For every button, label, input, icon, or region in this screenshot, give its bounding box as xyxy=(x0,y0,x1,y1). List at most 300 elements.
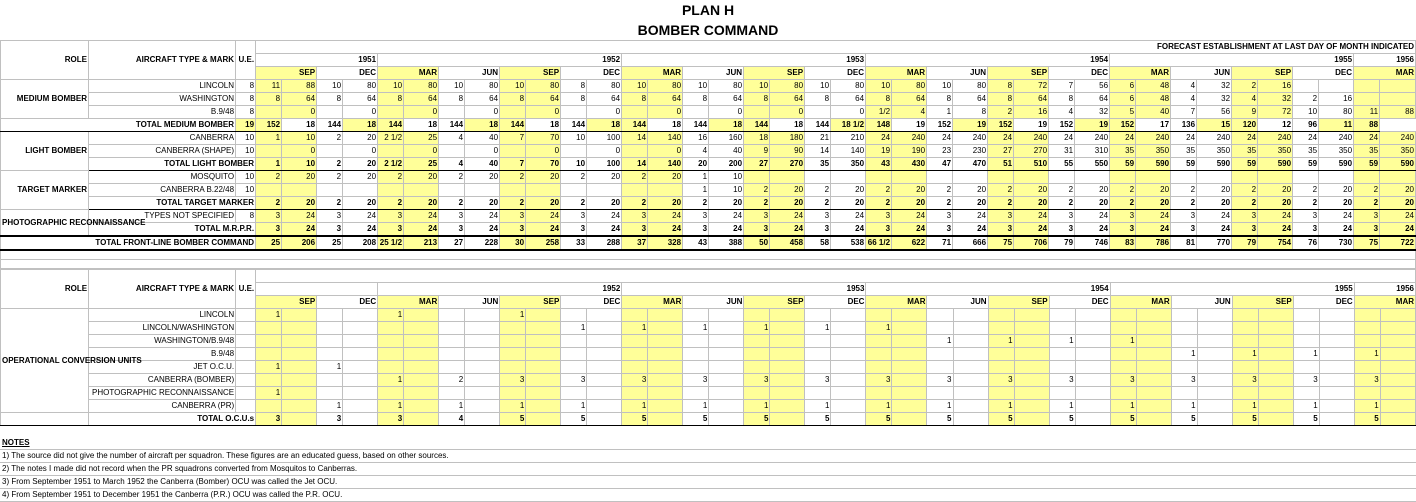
value-cell xyxy=(1293,387,1319,400)
value-cell: 10 xyxy=(282,158,317,171)
value-cell xyxy=(709,374,744,387)
value-cell xyxy=(1380,309,1415,322)
value-cell xyxy=(1319,413,1354,426)
value-cell: 0 xyxy=(465,145,500,158)
value-cell: 37 xyxy=(622,236,648,250)
value-cell xyxy=(1110,322,1136,335)
value-cell: 20 xyxy=(465,171,500,184)
value-cell xyxy=(1136,309,1171,322)
value-cell xyxy=(317,184,343,197)
value-cell: 144 xyxy=(561,119,587,132)
value-cell: 3 xyxy=(988,223,1014,237)
value-cell: 3 xyxy=(744,210,770,223)
value-cell: 144 xyxy=(500,119,526,132)
value-cell: 24 xyxy=(1197,210,1232,223)
value-cell xyxy=(404,335,439,348)
value-cell: 1 xyxy=(988,400,1014,413)
value-cell: 3 xyxy=(1049,374,1075,387)
value-cell: 9 xyxy=(1232,106,1258,119)
value-cell: 19 xyxy=(236,119,256,132)
value-cell: 770 xyxy=(1197,236,1232,250)
value-cell xyxy=(953,348,988,361)
value-cell: 1 xyxy=(683,400,709,413)
value-cell: 0 xyxy=(282,145,317,158)
value-cell: 35 xyxy=(1232,145,1258,158)
value-cell xyxy=(892,309,927,322)
value-cell: 64 xyxy=(953,93,988,106)
total-label: TOTAL LIGHT BOMBER xyxy=(89,158,256,171)
value-cell: 2 xyxy=(378,171,404,184)
value-cell xyxy=(1258,171,1293,184)
value-cell xyxy=(744,335,770,348)
value-cell: 5 xyxy=(1232,413,1258,426)
value-cell: 3 xyxy=(256,223,282,237)
value-cell xyxy=(1354,80,1380,93)
value-cell: 14 xyxy=(805,145,831,158)
month-header: JUN xyxy=(1171,67,1232,80)
value-cell: 1 xyxy=(927,335,953,348)
value-cell xyxy=(1014,348,1049,361)
value-cell: 80 xyxy=(648,80,683,93)
value-cell xyxy=(622,361,648,374)
value-cell: 25 xyxy=(404,132,439,145)
role-label: LIGHT BOMBER xyxy=(1,132,89,171)
value-cell xyxy=(927,309,953,322)
value-cell: 16 xyxy=(1258,80,1293,93)
month-header: MAR xyxy=(1110,296,1171,309)
value-cell xyxy=(1232,309,1258,322)
value-cell: 3 xyxy=(805,374,831,387)
value-cell: 2 xyxy=(1232,184,1258,197)
value-cell xyxy=(500,184,526,197)
value-cell: 5 xyxy=(988,413,1014,426)
value-cell xyxy=(587,400,622,413)
value-cell xyxy=(831,374,866,387)
value-cell xyxy=(1014,400,1049,413)
value-cell xyxy=(866,361,892,374)
value-cell: 64 xyxy=(404,93,439,106)
value-cell: 27 xyxy=(439,236,465,250)
value-cell: 3 xyxy=(683,223,709,237)
value-cell xyxy=(988,361,1014,374)
value-cell: 58 xyxy=(805,236,831,250)
value-cell: 1 xyxy=(805,400,831,413)
value-cell xyxy=(1171,361,1197,374)
ue-value xyxy=(236,374,256,387)
value-cell xyxy=(744,361,770,374)
value-cell: 3 xyxy=(500,374,526,387)
value-cell: 1 xyxy=(1110,335,1136,348)
value-cell xyxy=(1075,374,1110,387)
value-cell xyxy=(744,309,770,322)
value-cell xyxy=(892,335,927,348)
value-cell: 21 xyxy=(805,132,831,145)
value-cell: 2 xyxy=(744,184,770,197)
value-cell: 20 xyxy=(1258,197,1293,210)
value-cell: 3 xyxy=(500,223,526,237)
value-cell: 76 xyxy=(1293,236,1319,250)
value-cell: 64 xyxy=(587,93,622,106)
value-cell: 20 xyxy=(1136,197,1171,210)
value-cell: 190 xyxy=(892,145,927,158)
value-cell: 1 xyxy=(744,400,770,413)
value-cell: 35 xyxy=(1354,145,1380,158)
value-cell: 24 xyxy=(1197,223,1232,237)
value-cell: 18 xyxy=(709,119,744,132)
value-cell xyxy=(805,361,831,374)
value-cell xyxy=(1293,309,1319,322)
value-cell xyxy=(1197,400,1232,413)
value-cell: 64 xyxy=(282,93,317,106)
value-cell: 24 xyxy=(927,132,953,145)
value-cell: 3 xyxy=(683,210,709,223)
value-cell: 350 xyxy=(831,158,866,171)
value-cell: 80 xyxy=(953,80,988,93)
value-cell xyxy=(1014,374,1049,387)
value-cell: 3 xyxy=(1232,210,1258,223)
value-cell: 786 xyxy=(1136,236,1171,250)
ue-value: 8 xyxy=(236,106,256,119)
value-cell: 144 xyxy=(439,119,465,132)
value-cell: 25 1/2 xyxy=(378,236,404,250)
value-cell: 1 xyxy=(378,400,404,413)
value-cell xyxy=(648,387,683,400)
value-cell: 24 xyxy=(587,210,622,223)
value-cell: 72 xyxy=(1258,106,1293,119)
month-header: SEP xyxy=(500,67,561,80)
value-cell xyxy=(1049,387,1075,400)
value-cell: 80 xyxy=(343,80,378,93)
value-cell: 8 xyxy=(988,93,1014,106)
value-cell xyxy=(1136,361,1171,374)
value-cell: 3 xyxy=(1171,374,1197,387)
value-cell: 8 xyxy=(256,93,282,106)
value-cell xyxy=(1319,171,1354,184)
value-cell: 288 xyxy=(587,236,622,250)
value-cell: 20 xyxy=(831,184,866,197)
value-cell xyxy=(404,361,439,374)
value-cell: 8 xyxy=(622,93,648,106)
value-cell xyxy=(683,309,709,322)
role-label: OPERATIONAL CONVERSION UNITS xyxy=(1,309,89,413)
value-cell xyxy=(1075,309,1110,322)
value-cell: 1 xyxy=(1354,400,1380,413)
month-header: DEC xyxy=(317,296,378,309)
value-cell: 2 xyxy=(561,171,587,184)
value-cell xyxy=(1258,309,1293,322)
value-cell: 80 xyxy=(709,80,744,93)
month-header: MAR xyxy=(1110,67,1171,80)
value-cell: 88 xyxy=(1354,119,1380,132)
value-cell: 72 xyxy=(1014,80,1049,93)
value-cell: 2 xyxy=(1293,197,1319,210)
value-cell: 20 xyxy=(1197,184,1232,197)
aircraft-type: CANBERRA (BOMBER) xyxy=(89,374,236,387)
value-cell: 2 xyxy=(256,171,282,184)
value-cell xyxy=(1197,335,1232,348)
value-cell: 8 xyxy=(927,93,953,106)
aircraft-type: TYPES NOT SPECIFIED xyxy=(89,210,236,223)
value-cell xyxy=(709,322,744,335)
value-cell xyxy=(1075,322,1110,335)
value-cell xyxy=(526,322,561,335)
value-cell: 1 xyxy=(1171,400,1197,413)
value-cell: 0 xyxy=(648,145,683,158)
value-cell xyxy=(282,413,317,426)
value-cell xyxy=(1136,335,1171,348)
value-cell: 230 xyxy=(953,145,988,158)
value-cell: 590 xyxy=(1258,158,1293,171)
value-cell: 206 xyxy=(282,236,317,250)
month-header: MAR xyxy=(866,67,927,80)
value-cell xyxy=(683,387,709,400)
value-cell: 1 xyxy=(256,158,282,171)
value-cell xyxy=(587,335,622,348)
value-cell xyxy=(927,387,953,400)
value-cell xyxy=(1197,171,1232,184)
value-cell xyxy=(526,309,561,322)
value-cell: 64 xyxy=(770,93,805,106)
value-cell: 7 xyxy=(500,158,526,171)
value-cell: 2 xyxy=(1232,197,1258,210)
value-cell xyxy=(805,335,831,348)
value-cell xyxy=(561,184,587,197)
value-cell: 1 xyxy=(744,322,770,335)
value-cell: 152 xyxy=(1049,119,1075,132)
value-cell xyxy=(439,335,465,348)
value-cell xyxy=(1110,361,1136,374)
value-cell: 5 xyxy=(1110,413,1136,426)
value-cell: 19 xyxy=(1075,119,1110,132)
value-cell: 2 xyxy=(439,374,465,387)
value-cell: 144 xyxy=(378,119,404,132)
value-cell: 70 xyxy=(526,132,561,145)
value-cell: 20 xyxy=(1258,184,1293,197)
value-cell: 88 xyxy=(282,80,317,93)
month-header: JUN xyxy=(927,67,988,80)
value-cell xyxy=(805,106,831,119)
year-header: 1954 xyxy=(866,283,1110,296)
value-cell: 144 xyxy=(622,119,648,132)
value-cell: 24 xyxy=(1319,223,1354,237)
value-cell: 0 xyxy=(465,106,500,119)
value-cell xyxy=(378,184,404,197)
value-cell xyxy=(1293,171,1319,184)
value-cell xyxy=(561,348,587,361)
value-cell: 10 xyxy=(709,184,744,197)
value-cell xyxy=(648,184,683,197)
value-cell xyxy=(744,387,770,400)
value-cell xyxy=(282,309,317,322)
value-cell: 240 xyxy=(892,132,927,145)
value-cell: 3 xyxy=(927,223,953,237)
aircraft-type: CANBERRA (SHAPE) xyxy=(89,145,236,158)
value-cell: 18 xyxy=(744,132,770,145)
value-cell: 96 xyxy=(1293,119,1319,132)
year-header: 1953 xyxy=(622,283,866,296)
value-cell: 4 xyxy=(892,106,927,119)
value-cell xyxy=(404,413,439,426)
value-cell: 350 xyxy=(1258,145,1293,158)
value-cell: 24 xyxy=(709,210,744,223)
value-cell: 240 xyxy=(1380,132,1416,145)
value-cell: 4 xyxy=(1171,93,1197,106)
month-header: JUN xyxy=(439,296,500,309)
value-cell xyxy=(587,184,622,197)
value-cell: 3 xyxy=(378,210,404,223)
value-cell xyxy=(770,348,805,361)
value-cell: 3 xyxy=(622,374,648,387)
value-cell: 24 xyxy=(1136,210,1171,223)
notes-section xyxy=(0,437,1416,502)
value-cell: 24 xyxy=(1293,132,1319,145)
value-cell: 350 xyxy=(1319,145,1354,158)
value-cell: 4 xyxy=(1171,80,1197,93)
value-cell: 59 xyxy=(1232,158,1258,171)
value-cell xyxy=(1319,322,1354,335)
value-cell: 3 xyxy=(1354,210,1380,223)
value-cell: 1 xyxy=(1232,400,1258,413)
value-cell: 56 xyxy=(1075,80,1110,93)
value-cell: 152 xyxy=(1110,119,1136,132)
value-cell: 1 xyxy=(1232,348,1258,361)
value-cell: 1 xyxy=(378,309,404,322)
month-header: MAR xyxy=(378,296,439,309)
value-cell: 48 xyxy=(1136,80,1171,93)
value-cell: 79 xyxy=(1232,236,1258,250)
value-cell: 228 xyxy=(465,236,500,250)
value-cell: 2 xyxy=(927,184,953,197)
aircraft-type: MOSQUITO xyxy=(89,171,236,184)
value-cell xyxy=(561,361,587,374)
value-cell: 24 xyxy=(1319,210,1354,223)
value-cell xyxy=(770,400,805,413)
value-cell: 24 xyxy=(988,132,1014,145)
value-cell xyxy=(831,413,866,426)
value-cell xyxy=(526,348,561,361)
value-cell: 6 xyxy=(1110,93,1136,106)
value-cell: 148 xyxy=(866,119,892,132)
value-cell xyxy=(953,387,988,400)
value-cell: 20 xyxy=(343,197,378,210)
aircraft-type: LINCOLN xyxy=(89,309,236,322)
value-cell: 16 xyxy=(1319,93,1354,106)
value-cell: 152 xyxy=(256,119,282,132)
value-cell xyxy=(892,361,927,374)
month-header: MAR xyxy=(622,296,683,309)
value-cell xyxy=(709,335,744,348)
value-cell: 10 xyxy=(282,132,317,145)
value-cell xyxy=(256,106,282,119)
value-cell: 5 xyxy=(683,413,709,426)
year-header: 1953 xyxy=(622,54,866,67)
value-cell xyxy=(1380,387,1415,400)
value-cell: 80 xyxy=(465,80,500,93)
value-cell: 3 xyxy=(805,210,831,223)
spacer-cell xyxy=(1,260,1416,269)
value-cell xyxy=(831,348,866,361)
aircraft-type: LINCOLN/WASHINGTON xyxy=(89,322,236,335)
forecast-table xyxy=(0,40,1416,269)
value-cell: 5 xyxy=(744,413,770,426)
month-header: DEC xyxy=(805,67,866,80)
value-cell xyxy=(1075,413,1110,426)
value-cell xyxy=(587,361,622,374)
value-cell: 80 xyxy=(526,80,561,93)
value-cell: 3 xyxy=(1293,374,1319,387)
value-cell: 66 1/2 xyxy=(866,236,892,250)
value-cell xyxy=(587,413,622,426)
value-cell xyxy=(1293,335,1319,348)
value-cell: 3 xyxy=(744,223,770,237)
value-cell: 23 xyxy=(927,145,953,158)
value-cell xyxy=(683,348,709,361)
value-cell: 32 xyxy=(1197,80,1232,93)
value-cell: 20 xyxy=(282,171,317,184)
value-cell: 2 xyxy=(1049,197,1075,210)
note-line: 1) The source did not give the number of aircraft per squadron. These figures are an educated guess, based on other sources. xyxy=(0,450,1416,463)
value-cell: 24 xyxy=(465,223,500,237)
value-cell: 1 xyxy=(1049,400,1075,413)
value-cell: 3 xyxy=(1354,223,1380,237)
value-cell xyxy=(465,335,500,348)
month-header: DEC xyxy=(1293,296,1354,309)
value-cell: 64 xyxy=(892,93,927,106)
aircraft-type: CANBERRA (PR) xyxy=(89,400,236,413)
value-cell: 140 xyxy=(648,132,683,145)
value-cell: 80 xyxy=(770,80,805,93)
total-label: TOTAL O.C.U.s xyxy=(89,413,256,426)
value-cell: 40 xyxy=(709,145,744,158)
value-cell xyxy=(770,335,805,348)
value-cell: 14 xyxy=(622,132,648,145)
value-cell: 11 xyxy=(1354,106,1380,119)
value-cell xyxy=(1110,171,1136,184)
value-cell xyxy=(256,145,282,158)
value-cell: 5 xyxy=(1049,413,1075,426)
spacer-cell xyxy=(256,270,1416,283)
value-cell: 1 xyxy=(988,335,1014,348)
value-cell xyxy=(317,322,343,335)
value-cell: 538 xyxy=(831,236,866,250)
value-cell: 10 xyxy=(317,80,343,93)
value-cell xyxy=(439,322,465,335)
value-cell: 470 xyxy=(953,158,988,171)
value-cell: 18 1/2 xyxy=(831,119,866,132)
value-cell xyxy=(343,374,378,387)
value-cell: 2 xyxy=(1232,80,1258,93)
value-cell xyxy=(282,348,317,361)
ue-value xyxy=(236,322,256,335)
value-cell xyxy=(1049,348,1075,361)
value-cell xyxy=(744,106,770,119)
ue-value: 8 xyxy=(236,210,256,223)
total-label: TOTAL TARGET MARKER xyxy=(89,197,256,210)
aircraft-header: AIRCRAFT TYPE & MARK xyxy=(89,270,236,309)
value-cell xyxy=(465,322,500,335)
value-cell xyxy=(831,400,866,413)
value-cell: 24 xyxy=(831,210,866,223)
value-cell: 64 xyxy=(831,93,866,106)
value-cell: 70 xyxy=(526,158,561,171)
value-cell: 64 xyxy=(343,93,378,106)
value-cell: 3 xyxy=(317,413,343,426)
month-header: MAR xyxy=(1354,67,1416,80)
value-cell: 2 xyxy=(1171,184,1197,197)
value-cell xyxy=(892,348,927,361)
month-header: DEC xyxy=(1293,67,1354,80)
value-cell: 50 xyxy=(744,236,770,250)
